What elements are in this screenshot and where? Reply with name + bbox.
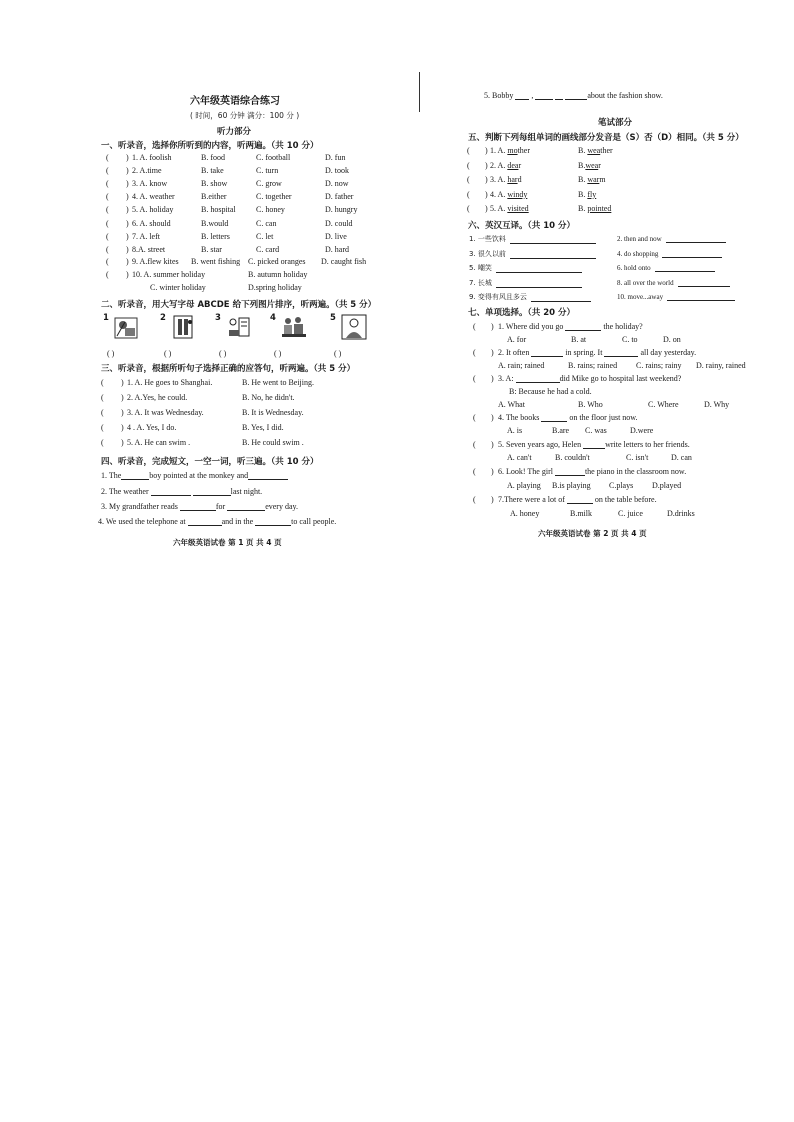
picture-number: 4 (270, 313, 276, 323)
page-title: 六年级英语综合练习 (190, 96, 280, 107)
translation-item: 3. 很久以前 (469, 249, 596, 259)
portrait-picture (340, 314, 368, 340)
translation-item: 9. 变得有风且多云 (469, 292, 591, 302)
answer-bracket: ( ) (274, 349, 282, 358)
listening-q5: 5. Bobby , about the fashion show. (484, 91, 663, 100)
section-5-heading: 五、判断下列每组单词的画线部分发音是（S）否（D）相同。（共 5 分） (468, 133, 744, 143)
translation-item: 10. move...away (617, 292, 735, 301)
section-6-heading: 六、英汉互译。（共 10 分） (468, 221, 575, 231)
translation-item: 7. 长城 (469, 278, 582, 288)
door-picture (170, 314, 198, 340)
translation-item: 5. 嘲笑 (469, 263, 582, 273)
written-header: 笔试部分 (598, 118, 633, 128)
listening-header: 听力部分 (217, 127, 252, 137)
translation-item: 4. do shopping (617, 249, 722, 258)
picture-number: 1 (103, 313, 109, 323)
fill-line-3: 3. My grandfather reads for every day. (101, 502, 298, 511)
translation-item: 2. then and now (617, 234, 726, 243)
phone-picture (113, 314, 141, 340)
family-picture (280, 314, 308, 340)
page-1-footer: 六年级英语试卷 第 1 页 共 4 页 (173, 538, 282, 547)
page-2-footer: 六年级英语试卷 第 2 页 共 4 页 (538, 529, 647, 538)
section-3-heading: 三、听录音，根据所听句子选择正确的应答句，听两遍。（共 5 分） (101, 364, 356, 374)
picture-number: 3 (215, 313, 221, 323)
translation-item: 6. hold onto (617, 263, 715, 272)
bathroom-picture (225, 314, 253, 340)
page-divider (419, 72, 420, 112)
translation-item: 1. 一些饮料 (469, 234, 596, 244)
section-1-heading: 一、听录音，选择你所听到的内容，听两遍。（共 10 分） (101, 141, 319, 151)
picture-number: 2 (160, 313, 166, 323)
translation-item: 8. all over the world (617, 278, 730, 287)
section-4-heading: 四、听录音，完成短文，一空一词，听三遍。（共 10 分） (101, 457, 319, 467)
exam-meta: ( 时间，60 分钟 满分：100 分 ) (190, 111, 300, 120)
answer-bracket: ( ) (164, 349, 172, 358)
answer-bracket: ( ) (107, 349, 115, 358)
picture-number: 5 (330, 313, 336, 323)
fill-line-2: 2. The weather last night. (101, 487, 263, 496)
section-7-heading: 七、单项选择。（共 20 分） (468, 308, 575, 318)
fill-line-4: 4. We used the telephone at and in the to call people. (98, 517, 337, 526)
section-2-heading: 二、听录音，用大写字母 ABCDE 给下列图片排序，听两遍。（共 5 分） (101, 300, 377, 310)
answer-bracket: ( ) (219, 349, 227, 358)
fill-line-1: 1. The boy pointed at the monkey and (101, 471, 288, 480)
answer-bracket: ( ) (334, 349, 342, 358)
